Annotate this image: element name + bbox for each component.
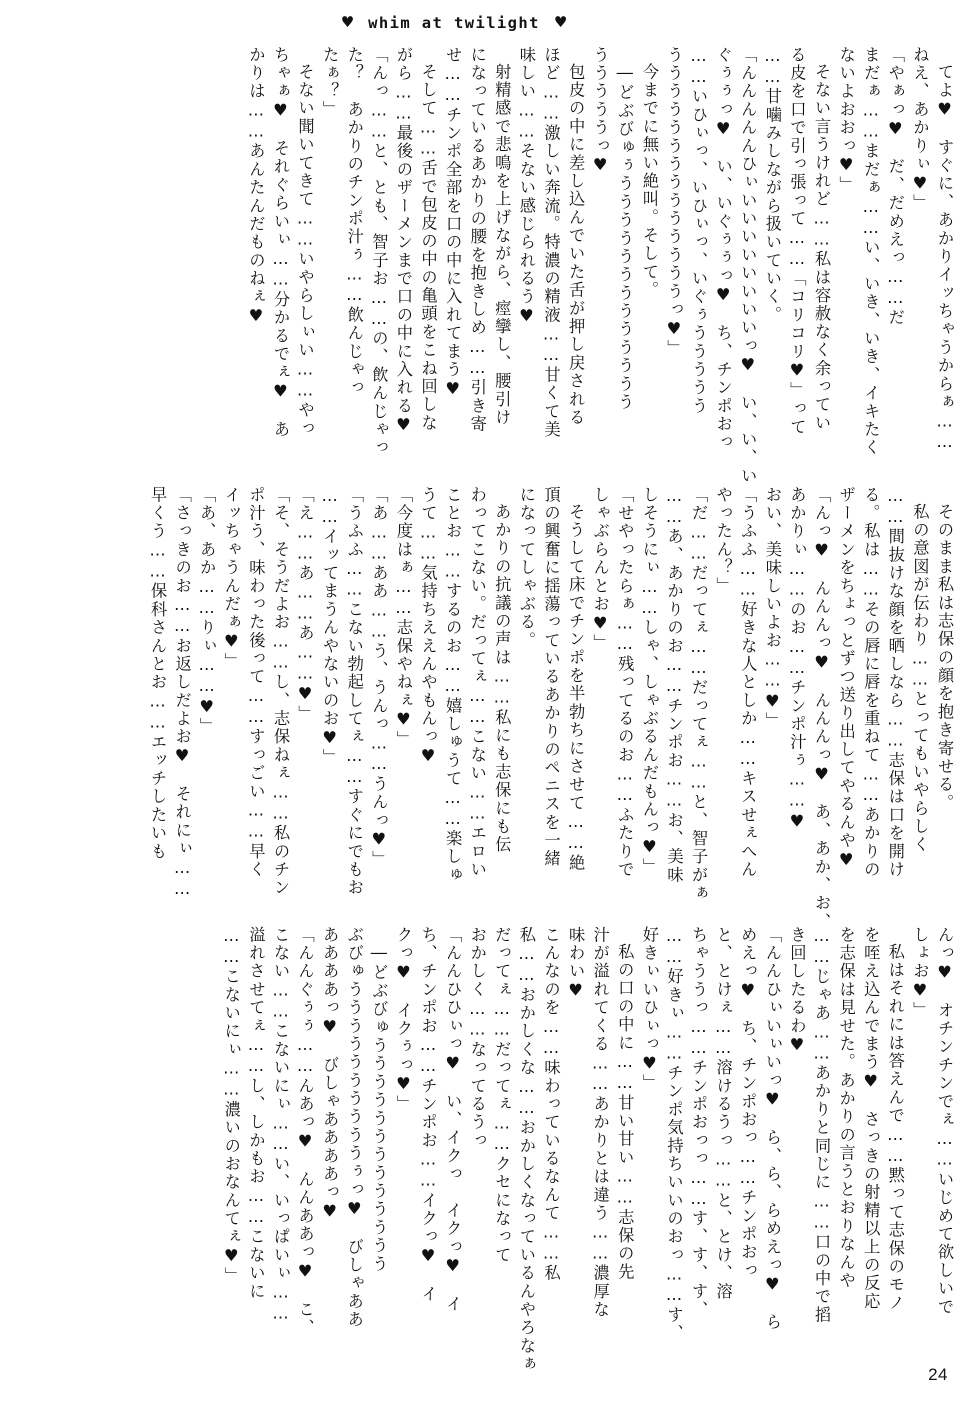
text-column: 汁が溢れてくる……あかりとは違う……濃厚な bbox=[590, 926, 610, 1319]
text-column: を志保は見せた。あかりの言うとおりなんや bbox=[836, 926, 856, 1290]
text-column: 私……おかしくな……おかしくなっているんやろなぁ bbox=[516, 926, 536, 1374]
text-column: 早くう……保科さんとお……エッチしたいも bbox=[148, 486, 167, 861]
text-column: 「んんひぃいぃいっ♥ ら、ら、らめえっ♥ ら bbox=[762, 926, 782, 1332]
text-column: 「んっ……と、とも、智子お……の、飲んじゃっ bbox=[369, 46, 389, 458]
text-column: だってぇ……だってぇ……クセになって bbox=[492, 926, 512, 1265]
text-column: 私の意図が伝わり……とってもいやらしく bbox=[910, 503, 930, 855]
text-column: まだぁ……まだぁ……い、いき、いき、イキたく bbox=[861, 46, 881, 458]
text-column: おい、美味しいよお……♥」 bbox=[762, 486, 782, 731]
text-column: になってしゃぶる。 bbox=[516, 486, 536, 650]
text-column: ……甘噛みしながら扱いていく。 bbox=[762, 46, 782, 325]
text-column: 「んんんんんひぃいいいいいいいいっ♥ い、い、い bbox=[738, 46, 758, 486]
text-column: 包皮の中に差し込んでいた舌が押し戻される bbox=[566, 63, 586, 427]
heart-icon-left: ♥ bbox=[340, 12, 355, 31]
text-column: ……間抜けな顔を晒しなら……志保は口を開け bbox=[885, 486, 905, 879]
text-column: がら……最後のザーメンまで口の中に入れる♥ bbox=[393, 46, 413, 437]
text-column: と、とけぇ……溶けるうっ……と、とけ、溶 bbox=[713, 926, 733, 1301]
heart-icon-right: ♥ bbox=[553, 12, 568, 31]
text-column: を咥え込んでまう♥ さっきの射精以上の反応 bbox=[861, 926, 881, 1311]
text-column: ……イッてまうんやないのお♥」 bbox=[320, 486, 340, 767]
text-column: やったん？」 bbox=[713, 486, 733, 596]
page-body bbox=[0, 46, 980, 1374]
text-column: る皮を口で引っ張って……「コリコリ♥」って bbox=[787, 46, 807, 437]
text-column: イッちゃうんだぁ♥」 bbox=[221, 486, 241, 671]
text-column: うて……気持ちええんやもんっ♥ bbox=[418, 486, 438, 767]
text-column: うううううっ♥ bbox=[590, 46, 610, 177]
text-column: しょお♥」 bbox=[910, 926, 930, 1020]
text-column: 「やぁっ♥ だ、だめえっ……だ bbox=[885, 46, 905, 327]
text-column: 味しい……そない感じられるう♥ bbox=[516, 46, 536, 327]
text-column: 私の口の中に……甘い甘い……志保の先 bbox=[615, 943, 635, 1282]
text-column: そして……舌で包皮の中の亀頭をこね回しな bbox=[418, 63, 438, 433]
text-column: しそうにぃ……しゃ、しゃぶるんだもんっ♥」 bbox=[639, 486, 659, 877]
text-column: 「うふふ……好きな人としか……キスせぇへん bbox=[738, 486, 758, 879]
text-column: 味わい♥ bbox=[566, 926, 586, 1002]
text-column: 好きぃいひぃっ♥」 bbox=[639, 926, 659, 1093]
page-number: 24 bbox=[928, 1365, 948, 1384]
text-column: ザーメンをちょっとずつ送り出してやるんや♥ bbox=[836, 486, 856, 871]
text-column: ぐぅぅっ♥ い、いぐぅぅっ♥ ち、チンポおっ bbox=[713, 46, 733, 452]
text-column: た？ あかりのチンポ汁ぅ……飲んじゃっ bbox=[344, 46, 364, 398]
text-column: こんなのを……味わっているなんて……私 bbox=[541, 926, 561, 1283]
text-column: 「んんぐぅぅ……んあっ♥ んんああっ♥ こ、 bbox=[295, 926, 315, 1338]
text-column: ことお……するのお……嬉しゅうて……楽しゅ bbox=[443, 486, 463, 885]
text-block-1 bbox=[52, 46, 954, 486]
text-column: き回したるわ♥ bbox=[787, 926, 807, 1057]
text-column: たぁ？」 bbox=[320, 46, 340, 119]
text-column: ぶびゅううううううううううぅっ♥ びしゃああ bbox=[344, 926, 364, 1329]
text-column: ちゃぁ♥ それぐらいぃ……分かるでぇ♥ あ bbox=[270, 46, 290, 439]
text-column: 私はそれには答えんで……黙って志保のモノ bbox=[885, 943, 905, 1313]
text-column: 射精感で悲鳴を上げながら、痙攣し、腰引け bbox=[492, 63, 512, 427]
text-column: ああああっ♥ びしゃああああっ♥ bbox=[320, 926, 340, 1223]
text-column: 「あ、あか……りぃ……♥」 bbox=[197, 486, 217, 737]
text-column: 「え……あ……あ……♥」 bbox=[295, 486, 315, 724]
text-block-3 bbox=[52, 926, 954, 1374]
text-column: 「うふふ……こない勃起してぇ……すぐにでもお bbox=[344, 486, 364, 898]
text-column: ……好きぃ……チンポ気持ちいいのおっ……す、 bbox=[664, 926, 684, 1343]
text-column: めえっ♥ ち、チンポおっ……チンポおっ bbox=[738, 926, 758, 1280]
text-column: ち、チンポお……チンポお……イクっ♥ イ bbox=[418, 926, 438, 1304]
text-column: あかりぃ……のお……チンポ汁ぅ……♥ bbox=[787, 486, 807, 833]
text-column: ポ汁う、味わった後って……すっごい……早く bbox=[246, 486, 266, 879]
text-column: ……あ、あかりのお……チンポお……お、美味 bbox=[664, 486, 684, 885]
text-column: る。私は……その唇に唇を重ねて……あかりの bbox=[861, 486, 881, 879]
text-column: あかりの抗議の声は……私にも志保にも伝 bbox=[492, 503, 512, 855]
text-column: わってこない。だってぇ……こない……エロい bbox=[467, 486, 487, 879]
text-column: せ……チンポ全部を口の中に入れてまう♥ bbox=[443, 46, 463, 400]
text-column: 頂の興奮に揺蕩っているあかりのペニスを一緒 bbox=[541, 486, 561, 868]
text-column: おかしく……なってるうっ bbox=[467, 926, 487, 1150]
text-column: 今までに無い絶叫。そして。 bbox=[639, 63, 659, 300]
text-column: ……じゃあ……あかりと同じに……口の中で搯 bbox=[812, 926, 832, 1325]
text-column: になっているあかりの腰を抱きしめ……引き寄 bbox=[467, 46, 487, 434]
page-header bbox=[0, 8, 980, 38]
text-column: そない言うけれど……私は容赦なく余ってい bbox=[812, 63, 832, 433]
text-column: ……こないにぃ……濃いのおなんてぇ♥」 bbox=[221, 926, 241, 1286]
text-column: 「んんひひぃっ♥ い、イクっ イクっ♥ イ bbox=[443, 926, 463, 1314]
text-column: 「さっきのお……お返しだよお♥ それにぃ…… bbox=[172, 486, 192, 900]
text-column: 「んっ♥ んんんっ♥ んんんっ♥ あ、あか、お、 bbox=[812, 486, 832, 931]
text-column: クっ♥ イクぅっ♥」 bbox=[393, 926, 413, 1114]
text-column: 「今度はぁ……志保やねぇ♥」 bbox=[393, 486, 413, 749]
text-column: ないよおおっ♥」 bbox=[836, 46, 856, 195]
text-column: ねえ、あかりぃ♥」 bbox=[910, 46, 930, 213]
text-column: そない聞いてきて……いやらしぃい……やっ bbox=[295, 63, 315, 438]
text-column: しゃぶらんとお♥」 bbox=[590, 486, 610, 653]
text-block-2 bbox=[52, 486, 954, 931]
text-column: ……いひぃっ、いひぃっ、いぐぅううううう bbox=[689, 46, 709, 416]
text-column: 「あ……ああ……う、うんっ……うんっ♥」 bbox=[369, 486, 389, 869]
text-column: てよ♥ すぐに、あかりイッちゃうからぁ…… bbox=[935, 63, 954, 454]
text-column: かりは……あんたんだものねぇ♥ bbox=[246, 46, 266, 327]
text-column: ううううううううううううううっ♥」 bbox=[664, 46, 684, 358]
text-column: 溢れさせてぇ……し、しかもお……こないに bbox=[246, 926, 266, 1301]
text-column: んっ♥ オチンチンでぇ……いじめて欲しいで bbox=[935, 926, 954, 1317]
text-column: ―どぶびゅううううううううううううう bbox=[369, 943, 389, 1274]
text-column: 「だ……だってぇ……だってぇ……と、智子がぁ bbox=[689, 486, 709, 903]
page-header-title: whim at twilight bbox=[368, 14, 540, 32]
text-column: そのまま私は志保の顔を抱き寄せる。 bbox=[935, 503, 954, 813]
text-column: ―どぶびゅぅううううううううううううう bbox=[615, 63, 635, 412]
text-column: こない……こないにぃ……い、いっぱいぃ…… bbox=[270, 926, 290, 1325]
text-column: ほど……激しい奔流。特濃の精液……甘くて美 bbox=[541, 46, 561, 439]
text-column: そうして床でチンポを半勃ちにさせて……絶 bbox=[566, 503, 586, 873]
text-column: 「そ、そうだよお……し、志保ねぇ……私のチン bbox=[270, 486, 290, 898]
text-column: ちゃううっ……チンポおっっ……す、す、す、 bbox=[689, 926, 709, 1319]
text-column: 「せやったらぁ……残ってるのお……ふたりで bbox=[615, 486, 635, 879]
